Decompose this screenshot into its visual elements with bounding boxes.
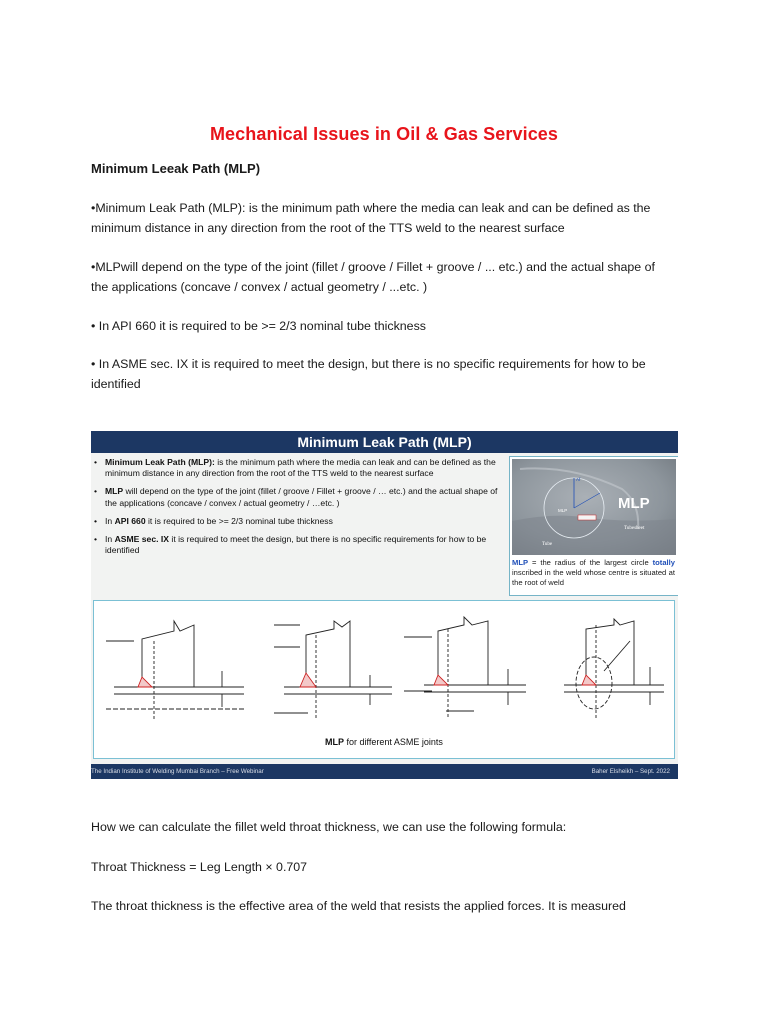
bullet-bold: API 660 <box>114 515 146 526</box>
joints-drawing <box>94 601 674 736</box>
paragraph-mlp-definition: •Minimum Leak Path (MLP): is the minimum path where the media can leak and can be defined as the minimum distance in any direction from the root of the TTS weld to the nearest surface <box>91 201 651 235</box>
photo-label-tube: Tube <box>542 542 553 547</box>
photo-label-tubesheet: Tubesheet <box>624 526 645 531</box>
joints-caption <box>94 737 674 747</box>
joints-caption-bold: MLP <box>325 737 345 747</box>
slide-bullet: • MLP will depend on the type of the joint (fillet / groove / Fillet + groove / … etc.) and the actual shape of the applications (concave / convex / actual geometry / …etc. ) <box>94 486 498 508</box>
bullet-bold: ASME sec. IX <box>114 534 170 545</box>
caption-text-end: inscribed in the weld whose centre is situated at the root of weld <box>512 568 675 587</box>
page-title: Mechanical Issues in Oil & Gas Services <box>209 124 559 144</box>
mlp-slide-figure <box>91 431 678 779</box>
paragraph-asme: • In ASME sec. IX it is required to meet the design, but there is no specific requirements for how to be identified <box>91 357 646 391</box>
caption-totally: totally <box>652 558 675 567</box>
paragraph-throat-question: How we can calculate the fillet weld throat thickness, we can use the following formula: <box>91 820 567 834</box>
bullet-text: is the minimum path where the media can leak and can be defined as the minimum distance in any direction from the root of the TTS weld to the nearest surface <box>105 457 496 479</box>
caption-mlp: MLP <box>512 558 529 567</box>
bullet-bold: MLP <box>105 486 124 497</box>
paragraph-throat-definition: The throat thickness is the effective area of the weld that resists the applied forces. It is measured <box>91 899 626 913</box>
slide-footer <box>91 764 678 779</box>
joints-caption-text: for different ASME joints <box>344 737 443 747</box>
slide-bullet: • In ASME sec. IX it is required to meet the design, but there is no specific requirements for how to be identified <box>94 534 487 556</box>
photo-label-af: Af <box>576 477 581 482</box>
bullet-text: In <box>105 515 115 526</box>
slide-bullet: • In API 660 it is required to be >= 2/3 nominal tube thickness <box>94 515 333 526</box>
photo-mlp-title: MLP <box>618 495 650 512</box>
weld-macro-photo <box>512 459 676 555</box>
slide-bullets <box>93 457 503 563</box>
footer-institute: The Indian Institute of Welding Mumbai Branch – Free Webinar <box>91 768 264 775</box>
photo-caption <box>512 558 675 588</box>
slide-bullet: • Minimum Leak Path (MLP): is the minimum path where the media can leak and can be defined as the minimum distance in any direction from the root of the TTS weld to the nearest surface <box>94 457 496 479</box>
weld-photo-box <box>509 456 678 596</box>
slide-header: Minimum Leak Path (MLP) <box>91 431 678 453</box>
bullet-text: In <box>105 534 115 545</box>
bullet-text: it is required to be >= 2/3 nominal tube thickness <box>145 515 333 526</box>
bullet-bold: Minimum Leak Path (MLP): <box>105 457 215 467</box>
caption-text: = the radius of the largest circle <box>528 558 653 567</box>
section-heading: Minimum Leeak Path (MLP) <box>91 161 261 176</box>
paragraph-throat-formula: Throat Thickness = Leg Length × 0.707 <box>91 860 308 874</box>
bullet-text: it is required to meet the design, but there is no specific requirements for how to be identified <box>105 534 487 556</box>
photo-label-mlp: MLP <box>558 508 568 513</box>
paragraph-api660: • In API 660 it is required to be >= 2/3 nominal tube thickness <box>91 319 426 333</box>
bullet-text: will depend on the type of the joint (fillet / groove / Fillet + groove / … etc.) and the actual shape of the applications (concave / convex / actual geometry / …etc. ) <box>105 486 498 508</box>
footer-author: Baher Elsheikh – Sept. 2022 <box>591 768 670 775</box>
asme-joints-diagram <box>93 600 675 759</box>
paragraph-mlp-joint: •MLPwill depend on the type of the joint (fillet / groove / Fillet + groove / ... etc.) and the actual shape of the applications (concave / convex / actual geometry / ...etc. ) <box>91 260 655 294</box>
